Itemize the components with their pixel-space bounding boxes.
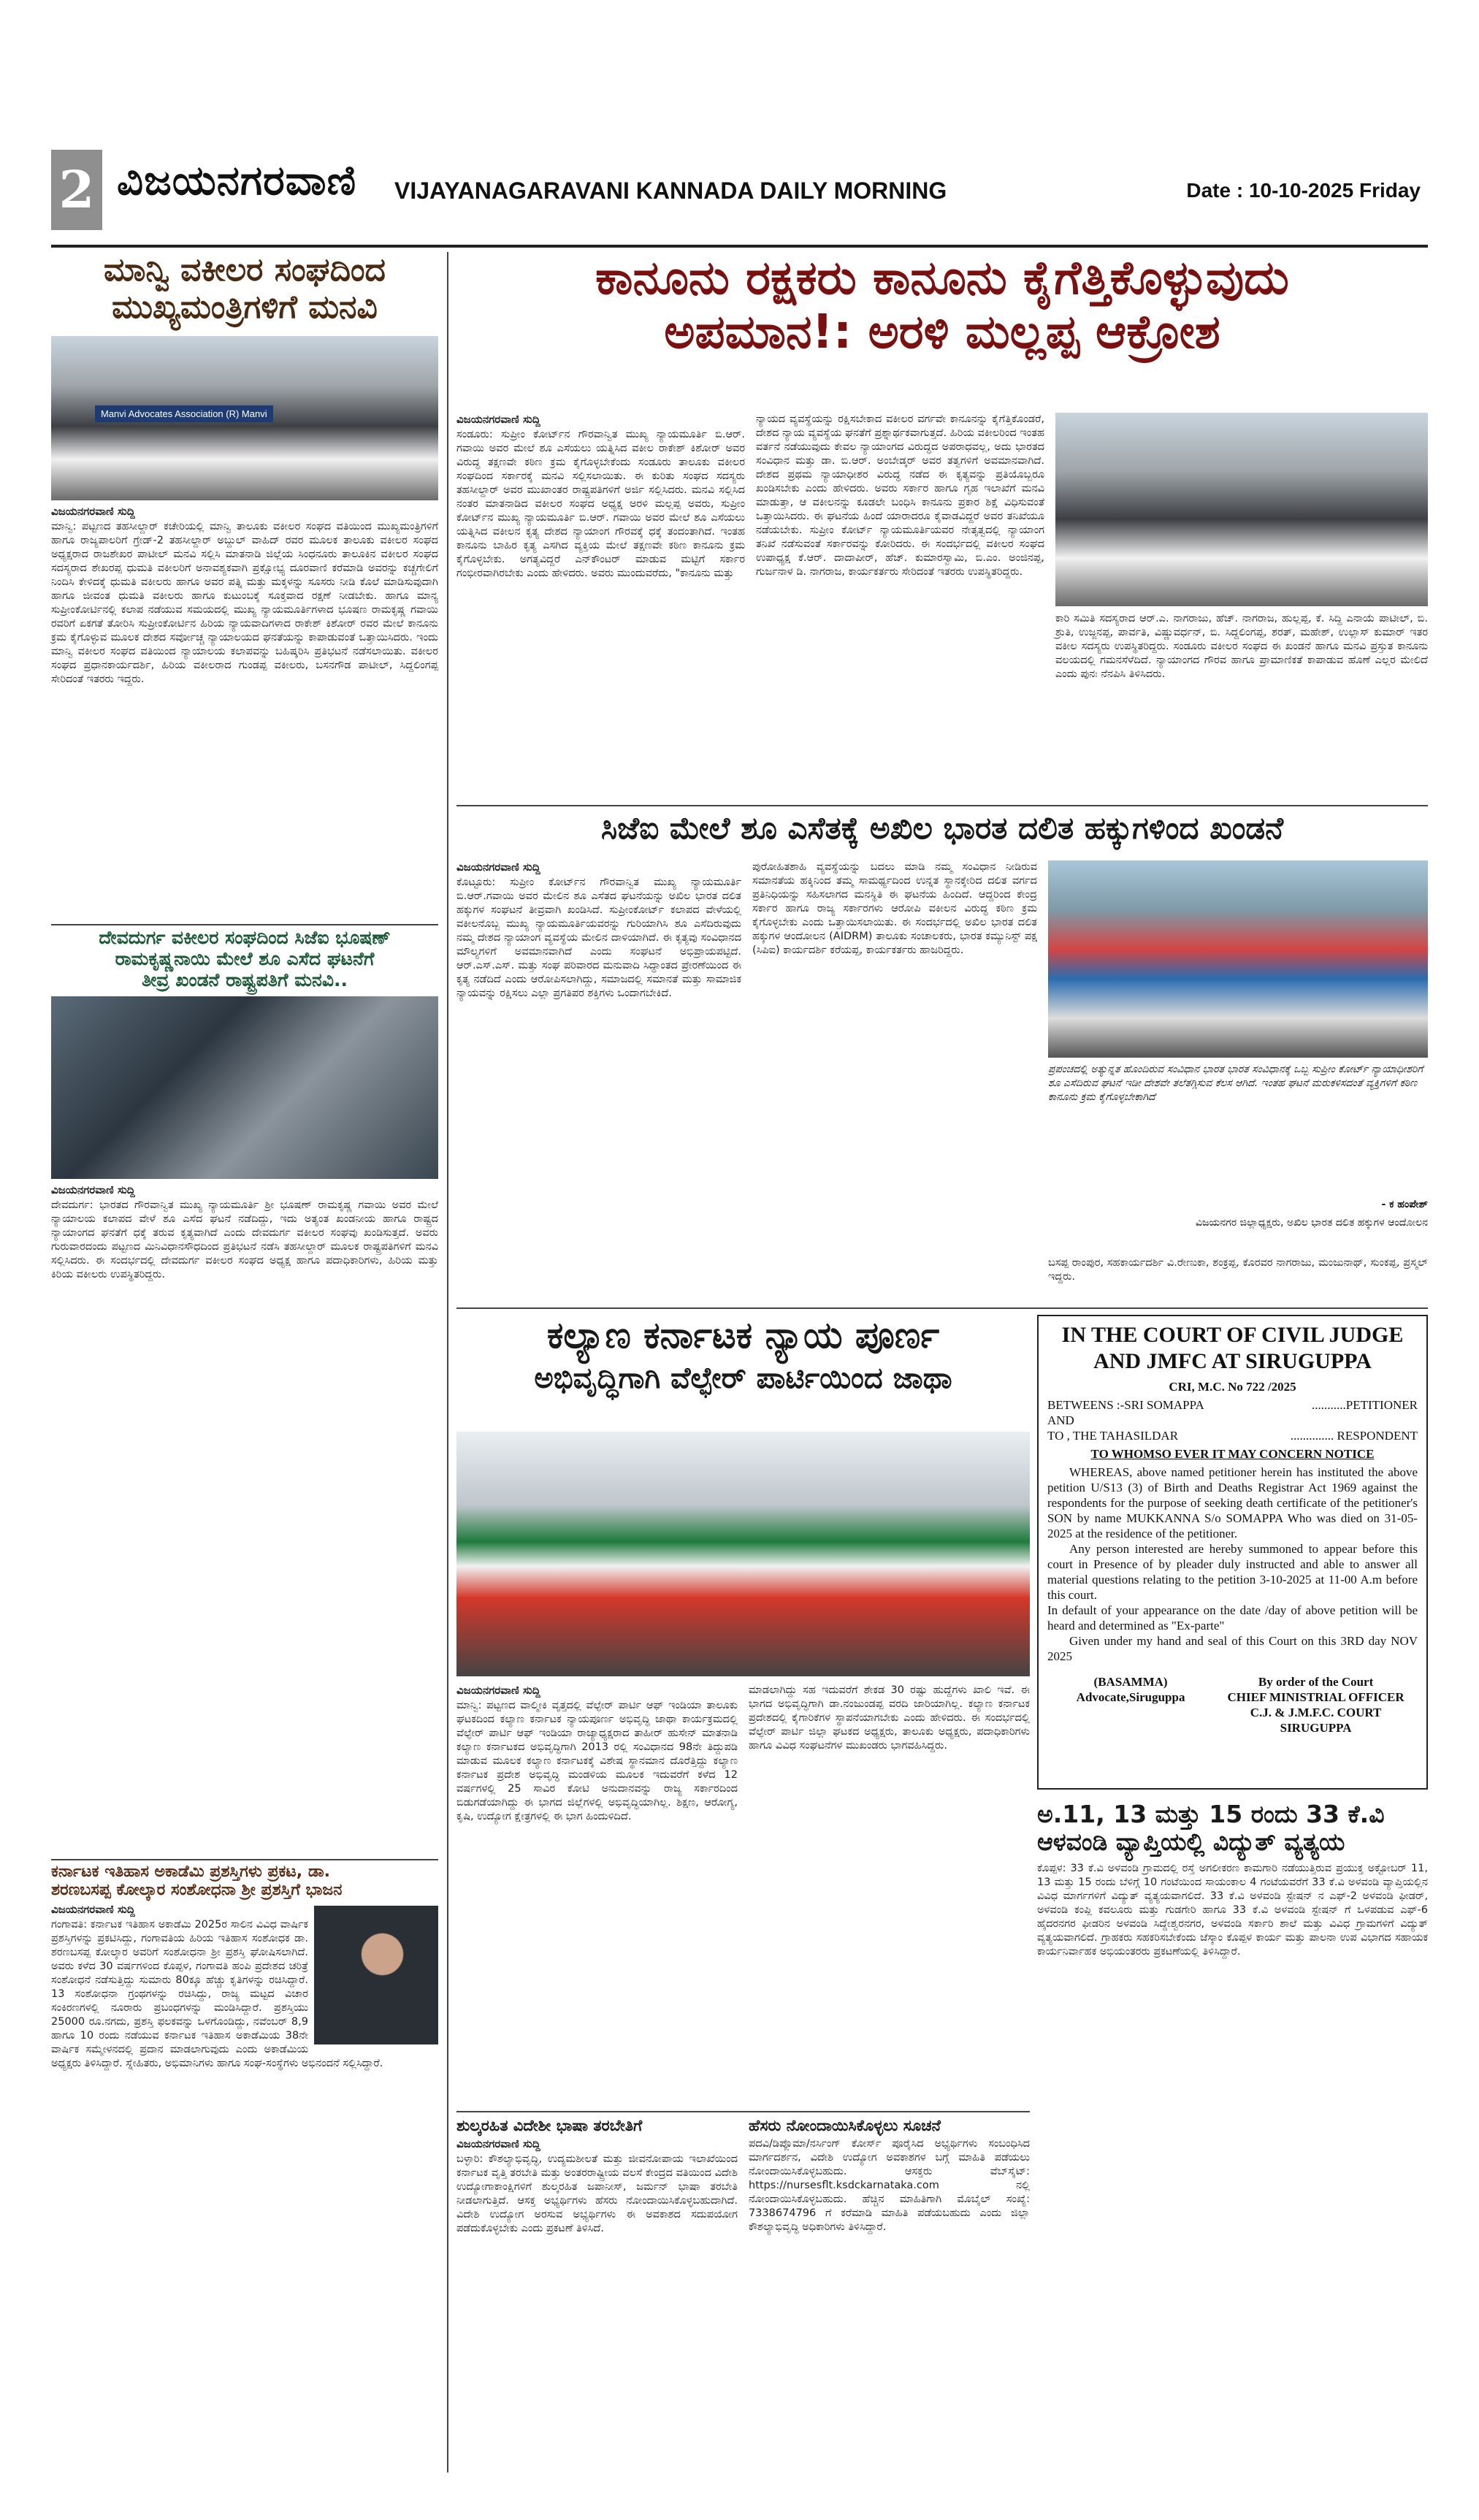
byline: ವಿಜಯನಗರವಾಣಿ ಸುದ್ದಿ (456, 413, 540, 426)
article-body (456, 2137, 738, 2236)
story-registration (749, 2117, 1030, 2234)
story-devadurga (51, 928, 438, 1282)
body-text: ಸಂಡೂರು: ಸುಪ್ರೀಂ ಕೋರ್ಟ್‌ನ ಗೌರವಾನ್ವಿತ ಮುಖ್ಯ ನ್ಯಾಯಮೂರ್ತಿ ಬಿ.ಆರ್. ಗವಾಯಿ ಅವರ ಮೇಲೆ ಶೂ ಎಸೆಯಲು ಯತ್ನಿಸಿದ ವಕೀಲ ರಾಕೇಶ್ ಕಿಶೋರ್ ಅವರ ವಿರುದ್ಧ ತಕ್ಷಣವೇ ಕಠಿಣ ಕ್ರಮ ಕೈಗೊಳ್ಳಬೇಕೆಂದು ಸಂಡೂರು ತಾಲೂಕು ವಕೀಲರ ಸಂಘದಿಂದ ಸರ್ಕಾರಕ್ಕೆ ಮನವಿ ಸಲ್ಲಿಸಲಾಯಿತು. ಈ ಕುರಿತು ಸಂಘದ ಸದಸ್ಯರು ತಹಸೀಲ್ದಾರ್ ಅವರ ಮುಖಾಂತರ ರಾಷ್ಟ್ರಪತಿಗಳಿಗೆ ಅರ್ಜಿ ಸಲ್ಲಿಸಿದರು. ಮನವಿ ಸಲ್ಲಿಸಿದ ನಂತರ ಮಾತನಾಡಿದ ವಕೀಲರ ಸಂಘದ ಅಧ್ಯಕ್ಷ ಅರಳಿ ಮಲ್ಲಪ್ಪ ಅವರು, ಸುಪ್ರೀಂ ಕೋರ್ಟ್‌ನ ಮುಖ್ಯ ನ್ಯಾಯಮೂರ್ತಿ ಬಿ.ಆರ್. ಗವಾಯಿ ಅವರ ಮೇಲೆ ಶೂ ಎಸೆಯಲು ಯತ್ನಿಸಿದ ವಕೀಲನ ಕೃತ್ಯ ದೇಶದ ನ್ಯಾಯಾಂಗ ಗೌರವಕ್ಕೆ ಧಕ್ಕೆ ತಂದಂತಾಗಿದೆ. ಇಂತಹ ಕಾನೂನು ಬಾಹಿರ ಕೃತ್ಯ ಎಸಗಿದ ವ್ಯಕ್ತಿಯ ಮೇಲೆ ತಕ್ಷಣವೇ ಕಠಿಣ ಕಾನೂನು ಕ್ರಮ ಕೈಗೊಳ್ಳಬೇಕು. ಅಗತ್ಯವಿದ್ದರೆ ಎನ್‌ಕೌಂಟರ್ ಮಾಡುವ ಮಟ್ಟಿಗೆ ಸರ್ಕಾರ ಗಂಭೀರವಾಗಿರಬೇಕು ಎಂದು ಹೇಳಿದರು. ಅವರು ಮುಂದುವರೆದು, "ಕಾನೂನು ಮತ್ತು (456, 429, 745, 579)
court-name: C.J. & J.M.F.C. COURT (1250, 1706, 1382, 1719)
body-text: ಮಾಡಲಾಗಿದ್ದು ಸಹ ಇದುವರೆಗೆ ಶೇಕಡ 30 ರಷ್ಟು ಹುದ್ದೆಗಳು ಖಾಲಿ ಇವೆ. ಈ ಭಾಗದ ಅಭಿವೃದ್ಧಿಗಾಗಿ ಡಾ.ನಂಜುಂಡಪ್ಪ ವರದಿ ಜಾರಿಯಾಗಿಲ್ಲ. ಕಲ್ಯಾಣ ಕರ್ನಾಟಕ ಪ್ರದೇಶದಲ್ಲಿ ಕೈಗಾರಿಕೆಗಳ ಸ್ಥಾಪನೆಯಾಗಬೇಕು ಎಂದು ಹೇಳಿದರು. ಈ ಸಂದರ್ಭದಲ್ಲಿ ವೆಲ್ಫೇರ್ ಪಾರ್ಟಿ ಜಿಲ್ಲಾ ಘಟಕದ ಅಧ್ಯಕ್ಷರು, ತಾಲೂಕು ಅಧ್ಯಕ್ಷರು, ಪದಾಧಿಕಾರಿಗಳು ಹಾಗೂ ವಿವಿಧ ಸಂಘಟನೆಗಳ ಮುಖಂಡರು ಭಾಗವಹಿಸಿದ್ದರು. (749, 1684, 1030, 1752)
story2-names: ಬಸಪ್ಪ ರಾಂಪುರ, ಸಹಕಾರ್ಯದರ್ಶಿ ವಿ.ರೇಣುಕಾ, ಶಂಕ್ರಪ್ಪ, ಕೊರವರ ನಾಗರಾಜು, ಮಂಜುನಾಥ್, ಸುಂಕಪ್ಪ, ಪ್ರಸ್ಮಲ್ ಇದ್ದರು. (1048, 1257, 1428, 1283)
headline-2: ಶರಣಬಸಪ್ಪ ಕೋಲ್ಕಾರ ಸಂಶೋಧನಾ ಶ್ರೀ ಪ್ರಶಸ್ತಿಗೆ ಭಾಜನ (51, 1881, 343, 1900)
story-manvi-advocates (51, 252, 438, 687)
photo-welfare-party-rally (456, 1432, 1030, 1676)
petitioner-line (1047, 1397, 1418, 1413)
court-signature (1214, 1674, 1418, 1736)
notice-signatures (1047, 1674, 1418, 1736)
court-officer-title: CHIEF MINISTRIAL OFFICER (1227, 1690, 1405, 1704)
advocate-name: (BASAMMA) (1093, 1675, 1168, 1689)
notice-para-2: Any person interested are hereby summoned to appear before this court in Presence of by pleader duly instructed and able to answer all material questions relating to the petition 3-10-2025 at 11-00 A.m before this court. (1047, 1542, 1418, 1602)
byline: ವಿಜಯನಗರವಾಣಿ ಸುದ್ದಿ (51, 1902, 135, 1916)
divider (51, 1859, 438, 1860)
body-text: ಕೊಪ್ಪಳ: 33 ಕೆ.ವಿ ಅಳವಂಡಿ ಗ್ರಾಮದಲ್ಲಿ ರಸ್ತೆ ಅಗಲೀಕರಣ ಕಾಮಗಾರಿ ನಡೆಯುತ್ತಿರುವ ಪ್ರಯುಕ್ತ ಅಕ್ಟೋಬರ್ 11, 13 ಮತ್ತು 15 ರಂದು ಬೆಳಿಗ್ಗೆ 10 ಗಂಟೆಯಿಂದ ಸಾಯಂಕಾಲ 4 ಗಂಟೆಯವರೆಗೆ 33 ಕೆ.ವಿ ಅಳವಂಡಿ ವ್ಯಾಪ್ತಿಯಲ್ಲಿನ ವಿವಿಧ ಮಾರ್ಗಗಳಿಗೆ ವಿದ್ಯುತ್ ವ್ಯತ್ಯಯವಾಗಲಿದೆ. 33 ಕೆ.ವಿ ಅಳವಂಡಿ ಸ್ಟೇಷನ್ ನ ಎಫ್-2 ಅಳವಂಡಿ ಫೀಡರ್, ಅಳವಂಡಿ ಕಂಪ್ಲಿ ಕವಲೂರು ಮತ್ತು ಗುಡಗೇರಿ ಹಾಗೂ 33 ಕೆ.ವಿ ಅಳವಂಡಿ ಸ್ಟೇಷನ್ ಗೆ ಒಳಪಡುವ ಎಫ್-6 ಹೈದರನಗರ ಫೀಡರಿನ ಅಳವಂಡಿ ಸಿದ್ದೇಶ್ವರನಗರ, ಅಳವಂಡಿ ಸರ್ಕಾರಿ ಶಾಲೆ ಮತ್ತು ವಿವಿಧ ಗ್ರಾಮಗಳಿಗೆ ವಿದ್ಯುತ್ ವ್ಯತ್ಯಯವಾಗಲಿದೆ. ಗ್ರಾಹಕರು ಸಹಕರಿಸಬೇಕೆಂದು ಜೆಸ್ಕಾಂ ಕೊಪ್ಪಳ ಕಾರ್ಯ ಮತ್ತು ಪಾಲನಾ ಉಪ ವಿಭಾಗದ ಸಹಾಯಕ ಕಾರ್ಯನಿರ್ವಾಹಕ ಅಭಿಯಂತರರು ಪ್ರಕಟಣೆಯಲ್ಲಿ ತಿಳಿಸಿದ್ದಾರೆ. (1037, 1862, 1428, 1958)
and-line: AND (1047, 1413, 1074, 1427)
caption-signature: - ಕ ಹಂಪೇಶ್ (1381, 1199, 1428, 1210)
photo-aidrm-protest (1048, 860, 1428, 1058)
headline-2: ಮುಖ್ಯಮಂತ್ರಿಗಳಿಗೆ ಮನವಿ (112, 288, 378, 326)
headline: ಕರ್ನಾಟಕ ಇತಿಹಾಸ ಅಕಾಡೆಮಿ ಪ್ರಶಸ್ತಿಗಳು ಪ್ರಕಟ, ಡಾ. (51, 1863, 330, 1881)
byline: ವಿಜಯನಗರವಾಣಿ ಸುದ್ದಿ (51, 505, 135, 519)
newspaper-subtitle: VIJAYANAGARAVANI KANNADA DAILY MORNING (394, 177, 947, 204)
respondent-line (1047, 1428, 1418, 1443)
photo-devadurga (51, 996, 438, 1179)
column-rule (447, 252, 448, 2473)
advocate-signature (1047, 1674, 1214, 1736)
petitioner-label: ...........PETITIONER (1312, 1398, 1418, 1412)
headline: ಕಲ್ಯಾಣ ಕರ್ನಾಟಕ ನ್ಯಾಯ ಪೂರ್ಣ (546, 1314, 940, 1356)
main-caption: ಕಾರಿ ಸಮಿತಿ ಸದಸ್ಯರಾದ ಆರ್.ಎ. ನಾಗರಾಜು, ಹೆಚ್. ನಾಗರಾಜ, ಹುಲ್ಲಪ್ಪ, ಕೆ. ಸಿದ್ದಿ ಎನಾಯೆ ಪಾಟೀಲ್, ಬಿ. ಶ್ರುತಿ, ಉಜ್ಜನಪ್ಪ, ಪಾರ್ವತಿ, ವಿಷ್ಣುವರ್ಧನ್, ಬಿ. ಸಿದ್ದಲಿಂಗಪ್ಪ, ಶರತ್‌, ಮಹೇಶ್, ಉಲ್ಲಾಸ್ ಕುಮಾರ್ ಇತರ ವಕೀಲ ಸದಸ್ಯರು ಉಪಸ್ಥಿತರಿದ್ದರು. ಸಂಡೂರು ವಕೀಲರ ಸಂಘದ ಈ ಖಂಡನೆ ಹಾಗೂ ಮನವಿ ಪ್ರಸ್ತುತ ಕಾನೂನು ವಲಯದಲ್ಲಿ ಗಮನಸೆಳೆದಿದೆ. ನ್ಯಾಯಾಂಗದ ಗೌರವ ಹಾಗೂ ಪ್ರಾಮಾಣಿಕತೆ ಕಾಪಾಡುವ ಹೊಣೆ ಎಲ್ಲರ ಮೇಲಿದೆ ಎಂದು ಪುನಃ ನೆನಪಿಸಿ ತಿಳಿಸಿದರು. (1055, 613, 1428, 680)
headline: ದೇವದುರ್ಗ ವಕೀಲರ ಸಂಘದಿಂದ ಸಿಜೆಐ ಭೂಷಣ್ (99, 927, 391, 948)
byline: ವಿಜಯನಗರವಾಣಿ ಸುದ್ದಿ (51, 1183, 135, 1197)
body-text: ಬಳ್ಳಾರಿ: ಕೌಶಲ್ಯಾಭಿವೃದ್ಧಿ, ಉದ್ಯಮಶೀಲತೆ ಮತ್ತು ಜೀವನೋಪಾಯ ಇಲಾಖೆಯಿಂದ ಕರ್ನಾಟಕ ವೃತ್ತಿ ತರಬೇತಿ ಮತ್ತು ಅಂತರರಾಷ್ಟ್ರೀಯ ವಲಸೆ ಕೇಂದ್ರದ ವತಿಯಿಂದ ವಿದೇಶಿ ಉದ್ಯೋಗಾಕಾಂಕ್ಷಿಗಳಿಗೆ ಶುಲ್ಕರಹಿತ ಜಪಾನೀಸ್, ಜರ್ಮನ್ ಭಾಷಾ ತರಬೇತಿ ನೀಡಲಾಗುತ್ತಿದೆ. ಆಸಕ್ತ ಅಭ್ಯರ್ಥಿಗಳು ಹೆಸರು ನೋಂದಾಯಿಸಿಕೊಳ್ಳಬಹುದಾಗಿದೆ. ವಿದೇಶಿ ಉದ್ಯೋಗ ಅರಸುವ ಅಭ್ಯರ್ಥಿಗಳು ಈ ಅವಕಾಶದ ಸದುಪಯೋಗ ಪಡೆದುಕೊಳ್ಳಬೇಕು ಎಂದು ಪ್ರಕಟಣೆ ತಿಳಿಸಿದೆ. (456, 2153, 738, 2235)
story-dalit-rights (456, 811, 1428, 846)
divider (456, 805, 1428, 806)
advocate-place: Advocate,Siruguppa (1076, 1690, 1185, 1704)
divider (456, 2111, 1030, 2112)
article-body (51, 1183, 438, 1282)
headline: ಕಾನೂನು ರಕ್ಷಕರು ಕಾನೂನು ಕೈಗೆತ್ತಿಕೊಳ್ಳುವುದು (595, 251, 1289, 305)
notice-para-4: Given under my hand and seal of this Court on this 3RD day NOV 2025 (1047, 1634, 1418, 1663)
photo-sandur-advocates (1055, 413, 1428, 606)
respondent-label: .............. RESPONDENT (1290, 1429, 1418, 1443)
court-title: IN THE COURT OF CIVIL JUDGE (1061, 1323, 1404, 1347)
story-welfare-party (456, 1315, 1030, 1395)
headline-2: ಅಪಮಾನ!: ಅರಳಿ ಮಲ್ಲಪ್ಪ ಆಕ್ರೋಶ (664, 305, 1220, 359)
respondent-name: TO , THE TAHASILDAR (1047, 1429, 1179, 1443)
caption-signature-title: ವಿಜಯನಗರ ಜಿಲ್ಲಾಧ್ಯಕ್ಷರು, ಅಖಿಲ ಭಾರತ ದಲಿತ ಹಕ್ಕುಗಳ ಆಂದೋಲನ (1195, 1217, 1428, 1229)
headline: ಹೆಸರು ನೋಂದಾಯಿಸಿಕೊಳ್ಳಲು ಸೂಚನೆ (749, 2117, 941, 2134)
story-foreign-language (456, 2117, 738, 2236)
photo-manvi-advocates (51, 336, 438, 500)
headline-2: ಅಭಿವೃದ್ಧಿಗಾಗಿ ವೆಲ್ಫೇರ್ ಪಾರ್ಟಿಯಿಂದ ಜಾಥಾ (534, 1361, 952, 1395)
page-number: 2 (51, 150, 102, 230)
byline: ವಿಜಯನಗರವಾಣಿ ಸುದ್ದಿ (456, 1684, 540, 1697)
story2-col-1 (456, 860, 741, 1001)
byline: ವಿಜಯನಗರವಾಣಿ ಸುದ್ದಿ (456, 2137, 540, 2151)
court-title-2: AND JMFC AT SIRUGUPPA (1093, 1349, 1372, 1373)
petitioner-name: BETWEENS :-SRI SOMAPPA (1047, 1398, 1204, 1412)
story-power-cut (1037, 1801, 1428, 1959)
story-history-academy (51, 1863, 438, 2071)
court-place: SIRUGUPPA (1280, 1721, 1352, 1735)
body-text: ನ್ಯಾಯದ ವ್ಯವಸ್ಥೆಯನ್ನು ರಕ್ಷಿಸಬೇಕಾದ ವಕೀಲರ ವರ್ಗವೇ ಕಾನೂನನ್ನು ಕೈಗೆತ್ತಿಕೊಂಡರೆ, ದೇಶದ ನ್ಯಾಯ ವ್ಯವಸ್ಥೆಯ ಘನತೆಗೆ ಪ್ರಶ್ನಾರ್ಥಕವಾಗುತ್ತದೆ. ಹಿರಿಯ ವಕೀಲರಿಂದ ಇಂತಹ ವರ್ತನೆ ನಡೆಯುವುದು ಕೇವಲ ನ್ಯಾಯಾಂಗದ ವಿರುದ್ಧದ ಅಪರಾಧವಲ್ಲ, ಅದು ಭಾರತದ ಸಂವಿಧಾನ ಮತ್ತು ಡಾ. ಬಿ.ಆರ್. ಅಂಬೇಡ್ಕರ್ ಅವರ ತತ್ವಗಳಿಗೆ ಅವಮಾನವಾಗಿದೆ. ದೇಶದ ಪ್ರಥಮ ನ್ಯಾಯಾಧೀಶರ ವಿರುದ್ಧ ನಡೆದ ಈ ಕೃತ್ಯವನ್ನು ಪ್ರತಿಯೊಬ್ಬರೂ ಖಂಡಿಸಬೇಕು ಎಂದು ಹೇಳಿದರು. ಅವರು ಸರ್ಕಾರ ಹಾಗೂ ಗೃಹ ಇಲಾಖೆಗೆ ಮನವಿ ಮಾಡುತ್ತಾ, ಆ ವಕೀಲನನ್ನು ಕೂಡಲೇ ಬಂಧಿಸಿ ಕಾನೂನು ಪ್ರಕಾರ ಶಿಕ್ಷೆ ವಿಧಿಸುವಂತೆ ಒತ್ತಾಯಿಸಿದರು. ಈ ಘಟನೆಯ ಹಿಂದೆ ಯಾರಾದರೂ ಕೈವಾಡವಿದ್ದರೆ ಅವರ ತನಿಖೆಯೂ ನಡೆಯಬೇಕು. ಸುಪ್ರೀಂ ಕೋರ್ಟ್ ನ್ಯಾಯಮೂರ್ತಿಯವರ ನೇತೃತ್ವದಲ್ಲಿ ನ್ಯಾಯಾಂಗ ತನಿಖೆ ನಡೆಸುವಂತೆ ಸರ್ಕಾರವನ್ನು ಕೋರಿದರು. ಈ ಸಂದರ್ಭದಲ್ಲಿ ವಕೀಲರ ಸಂಘದ ಉಪಾಧ್ಯಕ್ಷ ಕೆ.ಆರ್. ದಾದಾಪೀರ್, ಹೆಚ್. ಕುಮಾರಸ್ವಾಮಿ, ಬಿ.ಎಂ. ಅಂಜಿನಪ್ಪ, ಗುರ್ಜನಾಳ ಡಿ. ನಾಗರಾಜ, ಕಾರ್ಯಕರ್ತರು ಸೇರಿದಂತೆ ಇತರರು ಉಪಸ್ಥಿತರಿದ್ದರು. (756, 413, 1044, 578)
issue-date: Date : 10-10-2025 Friday (1186, 179, 1421, 202)
body-text: ಮಾನ್ವಿ: ಪಟ್ಟಣದ ವಾಲ್ಮೀಕಿ ವೃತ್ತದಲ್ಲಿ ವೆಲ್ಫೇರ್ ಪಾರ್ಟಿ ಆಫ್ ಇಂಡಿಯಾ ತಾಲೂಕು ಘಟಕದಿಂದ ಕಲ್ಯಾಣ ಕರ್ನಾಟಕ ನ್ಯಾಯಪೂರ್ಣ ಅಭಿವೃದ್ಧಿ ಜಾಥಾ ಕಾರ್ಯಕ್ರಮದಲ್ಲಿ ವೆಲ್ಫೇರ್ ಪಾರ್ಟಿ ಆಫ್ ಇಂಡಿಯಾ ರಾಜ್ಯಾಧ್ಯಕ್ಷರಾದ ತಾಹೀರ್ ಹುಸೇನ್ ಮಾತನಾಡಿ ಕಲ್ಯಾಣ ಕರ್ನಾಟಕದ ಅಭಿವೃದ್ಧಿಗಾಗಿ 2013 ರಲ್ಲಿ ಸಂವಿಧಾನದ 98ನೇ ತಿದ್ದುಪಡಿ ಮಾಡುವ ಮೂಲಕ ಕಲ್ಯಾಣ ಕರ್ನಾಟಕಕ್ಕೆ ವಿಶೇಷ ಸ್ಥಾನಮಾನ ದೊರೆತ್ತಿದ್ದು ಕಲ್ಯಾಣ ಕರ್ನಾಟಕ ಪ್ರದೇಶ ಅಭಿವೃದ್ಧಿ ಮಂಡಳಿಯ ಮೂಲಕ ಇದುವರೆಗೆ ಕಳೆದ 12 ವರ್ಷಗಳಲ್ಲಿ 25 ಸಾವಿರ ಕೋಟಿ ಅನುದಾನವನ್ನು ರಾಜ್ಯ ಸರ್ಕಾರದಿಂದ ಬಿಡುಗಡೆಯಾಗಿದ್ದು ಈ ಭಾಗದ ಜಿಲ್ಲೆಗಳಲ್ಲಿ ಅಭಿವೃದ್ಧಿಯಾಗಿಲ್ಲ. ಶಿಕ್ಷಣ, ಆರೋಗ್ಯ, ಕೃಷಿ, ಉದ್ಯೋಗ ಕ್ಷೇತ್ರಗಳಲ್ಲಿ ಈ ಭಾಗ ಹಿಂದುಳಿದಿದೆ. (456, 1700, 738, 1822)
headline-2: ಆಳವಂಡಿ ವ್ಯಾಪ್ತಿಯಲ್ಲಿ ವಿದ್ಯುತ್ ವ್ಯತ್ಯಯ (1037, 1827, 1345, 1856)
divider (51, 924, 438, 925)
masthead-rule (51, 245, 1428, 248)
headline: ಸಿಜೆಐ ಮೇಲೆ ಶೂ ಎಸೆತಕ್ಕೆ ಅಖಿಲ ಭಾರತ ದಲಿತ ಹಕ್ಕುಗಳಿಂದ ಖಂಡನೆ (600, 810, 1284, 846)
story2-caption: ಪ್ರಪಂಚದಲ್ಲಿ ಅತ್ಯುನ್ನತ ಹೊಂದಿರುವ ಸಂವಿಧಾನ ಭಾರತ ಭಾರತ ಸಂವಿಧಾನಕ್ಕೆ ಒಬ್ಬ ಸುಪ್ರೀಂ ಕೋರ್ಟ್ ನ್ಯಾಯಾಧೀಶರಿಗೆ ಶೂ ಎಸೆದಿರುವ ಘಟನೆ ಇಡೀ ದೇಶವೇ ತಲೆತಗ್ಗಿಸುವ ಕೆಲಸ ಆಗಿದೆ. ಇಂತಹ ಘಟನೆ ಮರುಕಳಿಸದಂತೆ ವ್ಯಕ್ತಿಗಳಿಗೆ ಕಠಿಣ ಕಾನೂನು ಕ್ರಮ ಕೈಗೊಳ್ಳಬೇಕಾಗಿದೆ (1048, 1064, 1423, 1103)
notice-para-1: WHEREAS, above named petitioner herein has instituted the above petition U/S13 (3) of Birth and Deaths Registrar Act 1969 against the respondents for the purpose of seeking death certificate of the petitioner's SON by name MUKKANNA S/o SOMAPPA Who was died on 31-05-2025 at the residence of the petitioner. (1047, 1465, 1418, 1540)
notice-para-3: In default of your appearance on the date /day of above petition will be heard and determined as "Ex-parte" (1047, 1603, 1418, 1633)
photo-portrait (314, 1906, 438, 2044)
body-text: ಪುರೋಹಿತಶಾಹಿ ವ್ಯವಸ್ಥೆಯನ್ನು ಬದಲು ಮಾಡಿ ನಮ್ಮ ಸಂವಿಧಾನ ನೀಡಿರುವ ಸಮಾನತೆಯ ಹಕ್ಕಿನಿಂದ ತಮ್ಮ ಸಾಮರ್ಥ್ಯದಿಂದ ಉನ್ನತ ಸ್ಥಾನಕ್ಕೇರಿದ ದಲಿತ ವರ್ಗದ ಪ್ರತಿನಿಧಿಯನ್ನು ಸಹಿಸಲಾಗದ ಮನಸ್ಥಿತಿ ಈ ಘಟನೆಯ ಹಿಂದಿದೆ. ಆದ್ದರಿಂದ ಕೇಂದ್ರ ಸರ್ಕಾರ ಹಾಗೂ ರಾಜ್ಯ ಸರ್ಕಾರಗಳು ಆರೋಪಿ ವಕೀಲನ ವಿರುದ್ಧ ಕಠಿಣ ಕ್ರಮ ಕೈಗೊಳ್ಳಬೇಕು ಎಂದು ಒತ್ತಾಯಿಸಲಾಯಿತು. ಈ ಸಂದರ್ಭದಲ್ಲಿ ಅಖಿಲ ಭಾರತ ದಲಿತ ಹಕ್ಕುಗಳ ಆಂದೋಲನ (AIDRM) ತಾಲೂಕು ಸಂಚಾಲಕರು, ಭಾರತ ಕಮ್ಯುನಿಸ್ಟ್ ಪಕ್ಷ (ಸಿಪಿಐ) ಕಾರ್ಯದರ್ಶಿ ಕರೆಯಪ್ಪ, ಕಾರ್ಯಕರ್ತರು ಹಾಜರಿದ್ದರು. (752, 861, 1037, 956)
body-text: ದೇವದುರ್ಗ: ಭಾರತದ ಗೌರವಾನ್ವಿತ ಮುಖ್ಯ ನ್ಯಾಯಮೂರ್ತಿ ಶ್ರೀ ಭೂಷಣ್ ರಾಮಕೃಷ್ಣ ಗವಾಯಿ ಅವರ ಮೇಲೆ ನ್ಯಾಯಾಲಯ ಕಲಾಪದ ವೇಳೆ ಶೂ ಎಸೆದ ಘಟನೆ ನಡೆದಿದ್ದು, ಇದು ಅತ್ಯಂತ ಖಂಡನೀಯ ಹಾಗೂ ರಾಷ್ಟ್ರದ ನ್ಯಾಯಾಂಗದ ಘನತೆಗೆ ಧಕ್ಕೆ ತರುವ ಕೃತ್ಯವಾಗಿದೆ ಎಂದು ದೇವದುರ್ಗ ವಕೀಲರ ಸಂಘವು ಖಂಡಿಸುತ್ತದೆ. ಅವರು ಗುರುವಾರದಂದು ಪಟ್ಟಣದ ಮಿನಿವಿಧಾನಸೌಧದಿಂದ ಪ್ರತಿಭಟನೆ ನಡೆಸಿ ತಹಸೀಲ್ದಾರ್ ಮೂಲಕ ರಾಷ್ಟ್ರಪತಿಗಳಿಗೆ ಮನವಿ ಸಲ್ಲಿಸಿದರು. ಈ ಸಂದರ್ಭದಲ್ಲಿ ದೇವದುರ್ಗ ವಕೀಲರ ಸಂಘದ ಅಧ್ಯಕ್ಷ ಹಾಗೂ ಪದಾಧಿಕಾರಿಗಳು, ಹಿರಿಯ ಮತ್ತು ಕಿರಿಯ ವಕೀಲರು ಉಪಸ್ಥಿತರಿದ್ದರು. (51, 1199, 438, 1281)
headline: ಅ.11, 13 ಮತ್ತು 15 ರಂದು 33 ಕೆ.ವಿ (1037, 1800, 1385, 1828)
main-col-1 (456, 413, 745, 581)
body-text: ಗಂಗಾವತಿ: ಕರ್ನಾಟಕ ಇತಿಹಾಸ ಅಕಾಡೆಮಿ 2025ರ ಸಾಲಿನ ವಿವಿಧ ವಾರ್ಷಿಕ ಪ್ರಶಸ್ತಿಗಳನ್ನು ಪ್ರಕಟಿಸಿದ್ದು, ಗಂಗಾವತಿಯ ಹಿರಿಯ ಇತಿಹಾಸ ಸಂಶೋಧಕ ಡಾ. ಶರಣಬಸಪ್ಪ ಕೋಲ್ಕಾರ ಅವರಿಗೆ ಸಂಶೋಧನಾ ಶ್ರೀ ಪ್ರಶಸ್ತಿ ಘೋಷಿಸಲಾಗಿದೆ. ಅವರು ಕಳೆದ 30 ವರ್ಷಗಳಿಂದ ಕೊಪ್ಪಳ, ಗಂಗಾವತಿ ಹಂಪಿ ಪ್ರದೇಶದ ಚರಿತ್ರೆ ಸಂಶೋಧನೆ ನಡೆಸುತ್ತಿದ್ದು ಸುಮಾರು 80ಕ್ಕೂ ಹೆಚ್ಚು ಕೃತಿಗಳನ್ನು ರಚಿಸಿದ್ದಾರೆ. 13 ಸಂಶೋಧನಾ ಗ್ರಂಥಗಳನ್ನು ರಚಿಸಿದ್ದು, ರಾಜ್ಯ ಮಟ್ಟದ ವಿಚಾರ ಸಂಕಿರಣಗಳಲ್ಲಿ ನೂರಾರು ಪ್ರಬಂಧಗಳನ್ನು ಮಂಡಿಸಿದ್ದಾರೆ. ಪ್ರಶಸ್ತಿಯು 25000 ರೂ.ನಗದು, ಪ್ರಶಸ್ತಿ ಫಲಕವನ್ನು ಒಳಗೊಂಡಿದ್ದು, ನವೆಂಬರ್ 8,9 ಹಾಗೂ 10 ರಂದು ನಡೆಯುವ ಕರ್ನಾಟಕ ಇತಿಹಾಸ ಅಕಾಡೆಮಿಯ 38ನೇ ವಾರ್ಷಿಕ ಸಮ್ಮೇಳನದಲ್ಲಿ ಪ್ರದಾನ ಮಾಡಲಾಗುವುದು ಎಂದು ಅಕಾಡೆಮಿಯ ಅಧ್ಯಕ್ಷರು ತಿಳಿಸಿದ್ದಾರೆ. ಸ್ನೇಹಿತರು, ಅಭಿಮಾನಿಗಳು ಹಾಗೂ ಸಂಘ-ಸಂಸ್ಥೆಗಳು ಅಭಿನಂದನೆ ಸಲ್ಲಿಸಿದ್ದಾರೆ. (51, 1918, 383, 2069)
headline-2: ರಾಮಕೃಷ್ಣನಾಯಿ ಮೇಲೆ ಶೂ ಎಸೆದ ಘಟನೆಗೆ (115, 947, 375, 969)
story-main-headline (456, 252, 1428, 359)
headline-3: ತೀವ್ರ ಖಂಡನೆ ರಾಷ್ಟ್ರಪತಿಗೆ ಮನವಿ.. (141, 969, 348, 990)
main-col-2 (756, 413, 1044, 579)
body-text: ಪದವಿ/ಡಿಪ್ಲೊಮಾ/ನರ್ಸಿಂಗ್ ಕೋರ್ಸ್ ಪೂರೈಸಿದ ಅಭ್ಯರ್ಥಿಗಳು ಸಂಬಂಧಿಸಿದ ಮಾರ್ಗದರ್ಶನ, ವಿದೇಶಿ ಉದ್ಯೋಗ ಅವಕಾಶಗಳ ಬಗ್ಗೆ ಮಾಹಿತಿ ಪಡೆಯಲು ನೋಂದಾಯಿಸಿಕೊಳ್ಳಬಹುದು. ಆಸಕ್ತರು ವೆಬ್‌ಸೈಟ್: https://nursesflt.ksdckarnataka.com ನಲ್ಲಿ ನೋಂದಾಯಿಸಿಕೊಳ್ಳಬಹುದು. ಹೆಚ್ಚಿನ ಮಾಹಿತಿಗಾಗಿ ಮೊಬೈಲ್ ಸಂಖ್ಯೆ: 7338674796 ಗೆ ಕರೆಮಾಡಿ ಮಾಹಿತಿ ಪಡೆಯಬಹುದು ಎಂದು ಜಿಲ್ಲಾ ಕೌಶಲ್ಯಾಭಿವೃದ್ಧಿ ಅಧಿಕಾರಿಗಳು ತಿಳಿಸಿದ್ದಾರೆ. (749, 2138, 1030, 2234)
story3-col-2 (749, 1684, 1030, 1753)
headline: ಶುಲ್ಕರಹಿತ ವಿದೇಶೀ ಭಾಷಾ ತರಬೇತಿಗೆ (456, 2117, 643, 2134)
newspaper-name: ವಿಜಯನಗರವಾಣಿ (117, 157, 357, 205)
body-text: ಕೊಟ್ಟೂರು: ಸುಪ್ರೀಂ ಕೋರ್ಟ್‌ನ ಗೌರವಾನ್ವಿತ ಮುಖ್ಯ ನ್ಯಾಯಮೂರ್ತಿ ಬಿ.ಆರ್.ಗವಾಯಿ ಅವರ ಮೇಲಿನ ಶೂ ಎಸೆತದ ಘಟನೆಯನ್ನು ಅಖಿಲ ಭಾರತ ದಲಿತ ಹಕ್ಕುಗಳ ಸಂಘಟನೆ ತೀವ್ರವಾಗಿ ಖಂಡಿಸಿದೆ. ಸುಪ್ರೀಂಕೋರ್ಟ್ ಕಲಾಪದ ವೇಳೆಯಲ್ಲಿ ವಕೀಲನೊಬ್ಬ ಮುಖ್ಯ ನ್ಯಾಯಮೂರ್ತಿಯವರನ್ನು ಗುರಿಯಾಗಿಸಿ ಶೂ ಎಸೆದಿರುವುದು ನಮ್ಮ ದೇಶದ ನ್ಯಾಯಾಂಗ ವ್ಯವಸ್ಥೆಯ ಮೇಲಿನ ದಾಳಿಯಾಗಿದೆ. ಈ ಕೃತ್ಯವು ಸಂವಿಧಾನದ ಮೌಲ್ಯಗಳಿಗೆ ಅವಮಾನವಾಗಿದೆ ಎಂದು ಸಂಘಟನೆ ಅಭಿಪ್ರಾಯಪಟ್ಟಿದೆ. ಆರ್.ಎಸ್.ಎಸ್. ಮತ್ತು ಸಂಘ ಪರಿವಾರದ ಮನುವಾದಿ ಸಿದ್ಧಾಂತದ ಪ್ರೇರಣೆಯಿಂದ ಈ ಕೃತ್ಯ ನಡೆದಿದೆ ಎಂದು ಆರೋಪಿಸಲಾಗಿದ್ದು, ಸಮಾಜದಲ್ಲಿ ಸಮಾನತೆ ಮತ್ತು ಸಾಮಾಜಿಕ ನ್ಯಾಯವನ್ನು ರಕ್ಷಿಸಲು ಎಲ್ಲಾ ಪ್ರಗತಿಪರ ಶಕ್ತಿಗಳು ಒಂದಾಗಬೇಕಿದೆ. (456, 877, 741, 999)
byline: ವಿಜಯನಗರವಾಣಿ ಸುದ್ದಿ (456, 860, 540, 874)
article-body (51, 505, 438, 687)
body-text: ಮಾನ್ವಿ: ಪಟ್ಟಣದ ತಹಸೀಲ್ದಾರ್ ಕಚೇರಿಯಲ್ಲಿ ಮಾನ್ವಿ ತಾಲೂಕು ವಕೀಲರ ಸಂಘದ ವತಿಯಿಂದ ಮುಖ್ಯಮಂತ್ರಿಗಳಿಗೆ ಹಾಗೂ ರಾಜ್ಯಪಾಲರಿಗೆ ಗ್ರೇಡ್-2 ತಹಸೀಲ್ದಾರ್ ಅಬ್ದುಲ್ ವಾಹಿದ್ ರವರ ಮೂಲಕ ತಾಲೂಕು ವಕೀಲರ ಸಂಘದ ಅಧ್ಯಕ್ಷರಾದ ರಾಜಶೇಖರ ಪಾಟೀಲ್ ಮನವಿ ಸಲ್ಲಿಸಿ ಮಾತನಾಡಿ ಜಿಲ್ಲೆಯ ಸಿಂಧನೂರು ತಾಲೂಕಿನ ವಕೀಲರ ಸಂಘದ ಸದಸ್ಯರಾದ ಶೇಖರಪ್ಪ ಧುಮತಿ ವಕೀಲರಿಗೆ ಅನಾವಶ್ಯಕವಾಗಿ ಪ್ರಕ್ಷೋಭ್ಯ ದೂರವಾಣಿ ಕರೆಮಾಡಿ ಅವರನ್ನು ಕಚ್ಚಗೇಲಿಗೆ ನಿಂದಿಸಿ ಕೇಳಿದಕ್ಕೆ ಧುಮತಿ ವಕೀಲರು ಹಾಗೂ ಅವರ ಪತ್ನಿ ಮತ್ತು ಮಕ್ಕಳನ್ನು ಸೂಸರು ನೀಡಿ ಕೊಲೆ ಮಾಡಿಸುವುದಾಗಿ ಹಾಗೂ ಜೀವಂತ ಧುಮತಿ ವಕೀಲರು ಹಾಗೂ ಕುಟುಂಬಕ್ಕೆ ಸೂಕ್ತವಾದ ರಕ್ಷಣೆ ನೀಡಬೇಕು. ಹಾಗೂ ಮಾನ್ಯ ಸುಪ್ರೀಂಕೋರ್ಟಿನಲ್ಲಿ ಕಲಾಪ ನಡೆಯುವ ಸಮಯದಲ್ಲಿ ಮುಖ್ಯ ನ್ಯಾಯಮೂರ್ತಿಗಳಾದ ಭೂಷಣ ರಾಮಕೃಷ್ಣ ಗವಾಯಿ ರವರಿಗೆ ಏಕಗತೆ ತೋರಿಸಿ ಸುಪ್ರೀಂಕೋರ್ಟಿನ ಹಿರಿಯ ನ್ಯಾಯವಾದಿಗಳಾದ ರಾಕೇಶ್ ಕಿಶೋರ್ ರವರ ಮೇಲೆ ಕಾನೂನು ಕ್ರಮ ಕೈಗೊಳ್ಳುವ ಮೂಲಕ ದೇಶದ ಸರ್ವೋಚ್ಚ ನ್ಯಾಯಾಲಯದ ಘನತೆಯನ್ನು ಕಾಪಾಡುವಂತೆ ಒತ್ತಾಯಿಸಿದರು. ಇಂದು ಮಾನ್ವಿ ವಕೀಲರ ಸಂಘದ ವತಿಯಿಂದ ನ್ಯಾಯಾಲಯ ಕಲಾಪವನ್ನು ಬಹಿಷ್ಕರಿಸಿ ಪ್ರತಿಭಟನೆ ನಡೆಸಲಾಯಿತು. ವಕೀಲರ ಸಂಘದ ಪ್ರಧಾನಕಾರ್ಯದರ್ಶಿ, ಹಿರಿಯ ವಕೀಲರಾದ ಗುಂಡಪ್ಪ ವಕೀಲರು, ಬಸನಗೌಡ ಪಾಟೀಲ್, ಸಿದ್ದಲಿಂಗಪ್ಪ ಸೇರಿದಂತೆ ಇತರರು ಇದ್ದರು. (51, 521, 438, 686)
story2-col-2 (752, 860, 1037, 958)
masthead (51, 150, 1428, 245)
divider (456, 1307, 1428, 1309)
story3-col-1 (456, 1684, 738, 1824)
headline: ಮಾನ್ವಿ ವಕೀಲರ ಸಂಘದಿಂದ (104, 251, 386, 289)
notice-heading: TO WHOMSO EVER IT MAY CONCERN NOTICE (1090, 1447, 1375, 1461)
banner-text: Manvi Advocates Association (R) Manvi (95, 405, 273, 422)
case-number: CRI, M.C. No 722 /2025 (1169, 1380, 1296, 1394)
court-order-line: By order of the Court (1258, 1675, 1374, 1689)
court-notice (1037, 1315, 1428, 1790)
